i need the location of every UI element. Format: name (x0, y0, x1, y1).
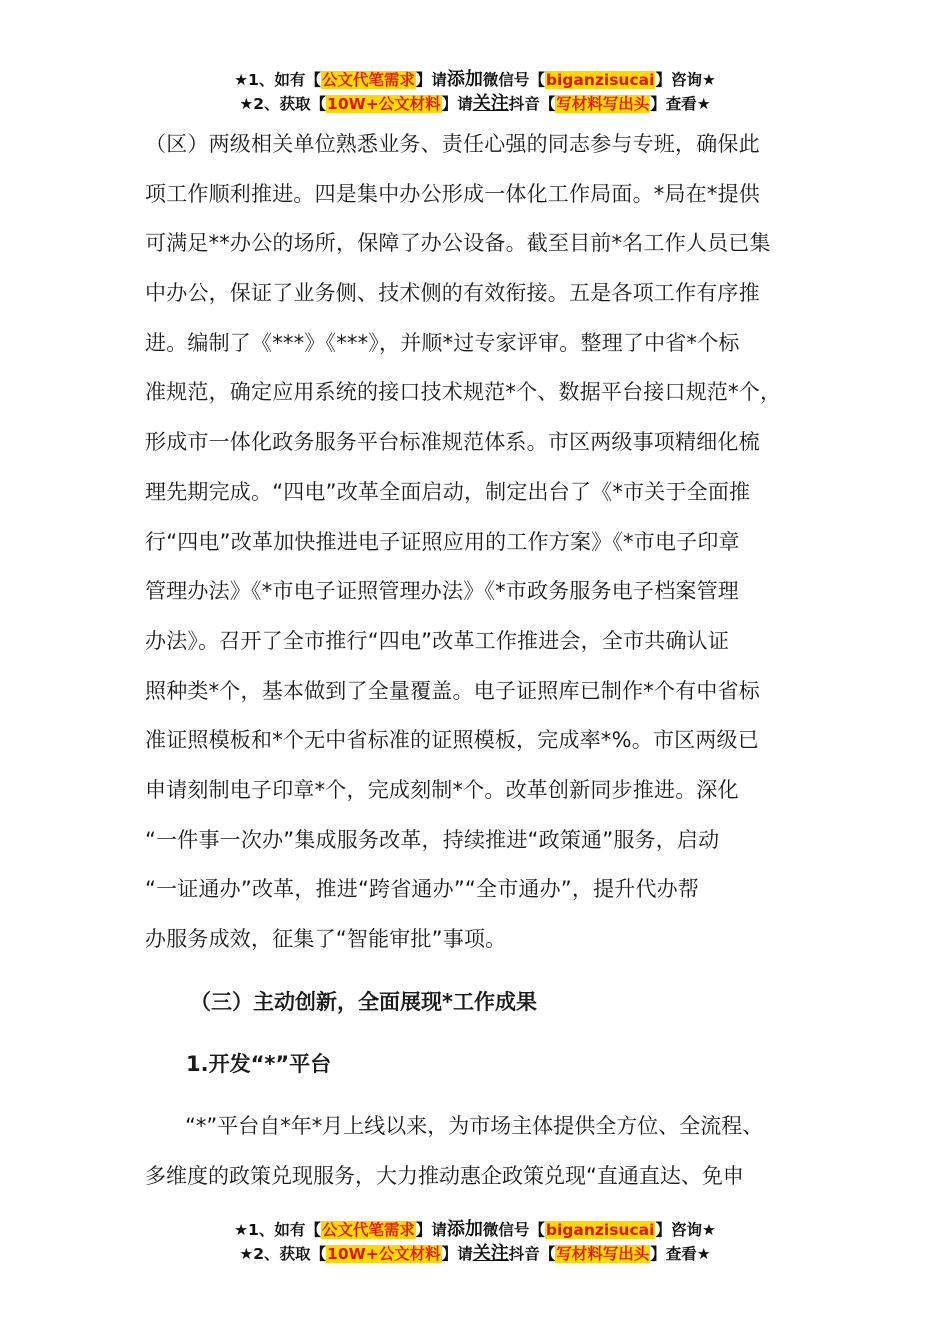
body-line: 理先期完成。“四电”改革全面启动，制定出台了《*市关于全面推 (145, 479, 751, 504)
text: 抖音【 (508, 95, 556, 113)
text: 】查看★ (650, 1245, 711, 1263)
highlight-text: 公文代笔需求 (321, 1221, 415, 1239)
highlight-text: 公文代笔需求 (321, 71, 415, 89)
body-paragraph (145, 120, 835, 965)
footer-banner (0, 1218, 950, 1266)
body-line: 行“四电”改革加快推进电子证照应用的工作方案》《*市电子印章 (145, 529, 740, 554)
body-line: 准证照模板和*个无中省标准的证照模板，完成率*%。市区两级已 (145, 728, 759, 753)
body-paragraph-2 (145, 1102, 835, 1201)
emphasis-text: 添加 (446, 1219, 483, 1240)
footer-line-1 (0, 1218, 950, 1242)
body-line: （区）两级相关单位熟悉业务、责任心强的同志参与专班，确保此 (145, 132, 760, 156)
body-line: 可满足**办公的场所，保障了办公设备。截至目前*名工作人员已集 (145, 231, 771, 256)
body-line: 多维度的政策兑现服务，大力推动惠企政策兑现“直通直达、免申 (145, 1163, 744, 1188)
text: ★2、获取【 (239, 1245, 327, 1263)
text: 微信号【 (482, 1221, 545, 1239)
body-line: 项工作顺利推进。四是集中办公形成一体化工作局面。*局在*提供 (145, 181, 760, 206)
text: ★2、获取【 (239, 95, 327, 113)
emphasis-text: 添加 (446, 69, 483, 90)
body-line: “一件事一次办”集成服务改革，持续推进“政策通”服务，启动 (145, 827, 720, 852)
body-line: 进。编制了《***》《***》，并顺*过专家评审。整理了中省*个标 (145, 330, 740, 355)
highlight-text: 10W+公文材料 (327, 95, 441, 113)
text: 】请 (415, 71, 447, 89)
header-line-1 (0, 68, 950, 92)
body-line: 申请刻制电子印章*个，完成刻制*个。改革创新同步推进。深化 (145, 777, 739, 802)
highlight-text: 写材料写出头 (556, 1245, 650, 1263)
text: ★1、如有【 (234, 1221, 321, 1239)
body-line: 办法》。召开了全市推行“四电”改革工作推进会，全市共确认证 (145, 628, 730, 653)
body-line: 准规范，确定应用系统的接口技术规范*个、数据平台接口规范*个， (145, 380, 782, 405)
text: 】查看★ (650, 95, 711, 113)
body-line: “*”平台自*年*月上线以来，为市场主体提供全方位、全流程、 (185, 1114, 764, 1138)
text: 】请 (441, 1245, 473, 1263)
body-line: 管理办法》《*市电子证照管理办法》《*市政务服务电子档案管理 (145, 579, 739, 604)
body-line: 中办公，保证了业务侧、技术侧的有效衔接。五是各项工作有序推 (145, 281, 760, 306)
body-line: 照种类*个，基本做到了全量覆盖。电子证照库已制作*个有中省标 (145, 678, 760, 703)
subsection-heading: 1.开发“*”平台 (186, 1052, 332, 1076)
text: 】咨询★ (655, 1221, 716, 1239)
footer-line-2 (0, 1242, 950, 1266)
header-banner (0, 68, 950, 116)
body-line: “一证通办”改革，推进“跨省通办”“全市通办”，提升代办帮 (145, 877, 700, 902)
underlined-text: 关注 (472, 93, 509, 114)
highlight-text: 写材料写出头 (556, 95, 650, 113)
text: ★1、如有【 (234, 71, 321, 89)
header-line-2 (0, 92, 950, 116)
highlight-text: biganzisucai (545, 71, 655, 89)
body-line: 形成市一体化政务服务平台标准规范体系。市区两级事项精细化梳 (145, 430, 760, 455)
section-heading: （三）主动创新，全面展现*工作成果 (190, 990, 537, 1014)
underlined-text: 关注 (472, 1243, 509, 1264)
highlight-text: 10W+公文材料 (327, 1245, 441, 1263)
highlight-text: biganzisucai (545, 1221, 655, 1239)
body-line: 办服务成效，征集了“智能审批”事项。 (145, 927, 507, 951)
text: 】请 (441, 95, 473, 113)
text: 微信号【 (482, 71, 545, 89)
text: 】请 (415, 1221, 447, 1239)
text: 抖音【 (508, 1245, 556, 1263)
text: 】咨询★ (655, 71, 716, 89)
